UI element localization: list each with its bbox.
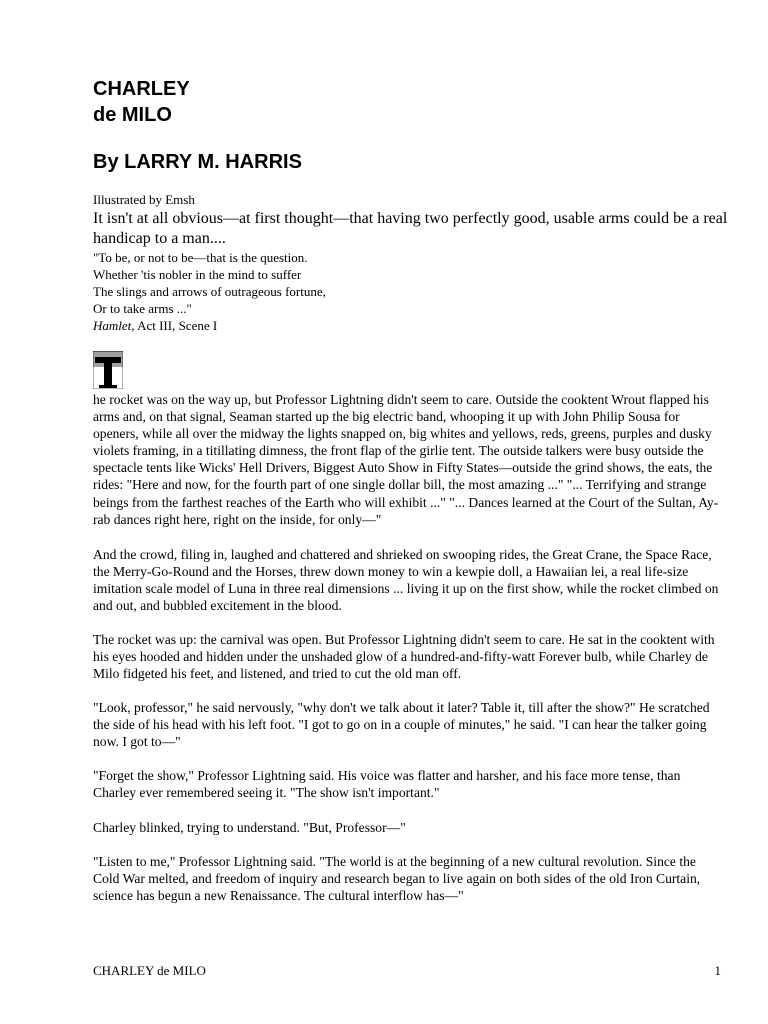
- epigraph-source-title: Hamlet: [93, 318, 132, 333]
- body-paragraph: "Look, professor," he said nervously, "why don't we talk about it later? Table it, till after the show?" He scratched the side of his head with his left foot. "I got to go on in a couple of minutes," he said. "I can hear the talker going now. I got to—": [93, 700, 710, 750]
- epigraph: [93, 249, 326, 334]
- body-paragraph: Charley blinked, trying to understand. "But, Professor—": [93, 820, 406, 835]
- body-paragraph: And the crowd, filing in, laughed and chattered and shrieked on swooping rides, the Great Crane, the Space Race, the Merry-Go-Round and the Horses, threw down money to win a kewpie doll, a Hawaiian lei, a real life-size imitation scale model of Luna in three real dimensions ... living it up on the first show, while the rocket climbed on and out, and bubbled excitement in the blood.: [93, 547, 719, 614]
- body-paragraph: "Listen to me," Professor Lightning said. "The world is at the beginning of a new cultural revolution. Since the Cold War melted, and freedom of inquiry and research began to live again on both sides of the old Iron Curtain, science has begun a new Renaissance. The cultural interflow has—": [93, 854, 701, 904]
- epigraph-line: "To be, or not to be—that is the question.: [93, 250, 308, 265]
- epigraph-source: [93, 317, 326, 334]
- title-line-1: CHARLEY: [93, 78, 190, 100]
- body-paragraph: The rocket was up: the carnival was open. But Professor Lightning didn't seem to care. He sat in the cooktent with his eyes hooded and hidden under the unshaded glow of a hundred-and-fifty-watt Forever bulb, while Charley de Milo fidgeted his feet, and listened, and tried to cut the old man off.: [93, 632, 715, 682]
- epigraph-source-rest: , Act III, Scene I: [131, 318, 218, 333]
- footer-title: CHARLEY de MILO: [93, 963, 206, 978]
- title-line-2: de MILO: [93, 104, 172, 126]
- tagline: It isn't at all obvious—at first thought—that having two perfectly good, usable arms could be a real handicap to a man....: [93, 210, 728, 247]
- body-paragraph: he rocket was on the way up, but Professor Lightning didn't seem to care. Outside the cooktent Wrout flapped his arms and, on that signal, Seaman started up the big electric band, whooping it up with John Philip Sousa for openers, while all over the midway the lights snapped on, big whites and yellows, reds, greens, purples and dusky violets framing, in a titillating dimness, the front flap of the girlie tent. The outside talkers were busy outside the spectacle tents like Wicks' Hell Drivers, Biggest Auto Show in Fifty States—outside the grind shows, the eats, the rides: "Here and now, for the fourth part of one single dollar bill, the most amazing ..." "... Terrifying and strange beings from the farthest reaches of the Earth who will exhibit ..." "... Dances learned at the Court of the Sultan, Ay-rab dances right here, right on the inside, for only—": [93, 392, 719, 527]
- byline: By LARRY M. HARRIS: [93, 151, 302, 173]
- illustrator-credit: Illustrated by Emsh: [93, 192, 195, 207]
- body-paragraph: "Forget the show," Professor Lightning said. His voice was flatter and harsher, and his face more tense, than Charley ever remembered seeing it. "The show isn't important.": [93, 768, 681, 801]
- page-number: 1: [714, 963, 721, 978]
- epigraph-line: Whether 'tis nobler in the mind to suffer: [93, 267, 302, 282]
- dropcap-t-image: [93, 351, 123, 389]
- epigraph-line: The slings and arrows of outrageous fortune,: [93, 284, 326, 299]
- epigraph-line: Or to take arms ...": [93, 301, 192, 316]
